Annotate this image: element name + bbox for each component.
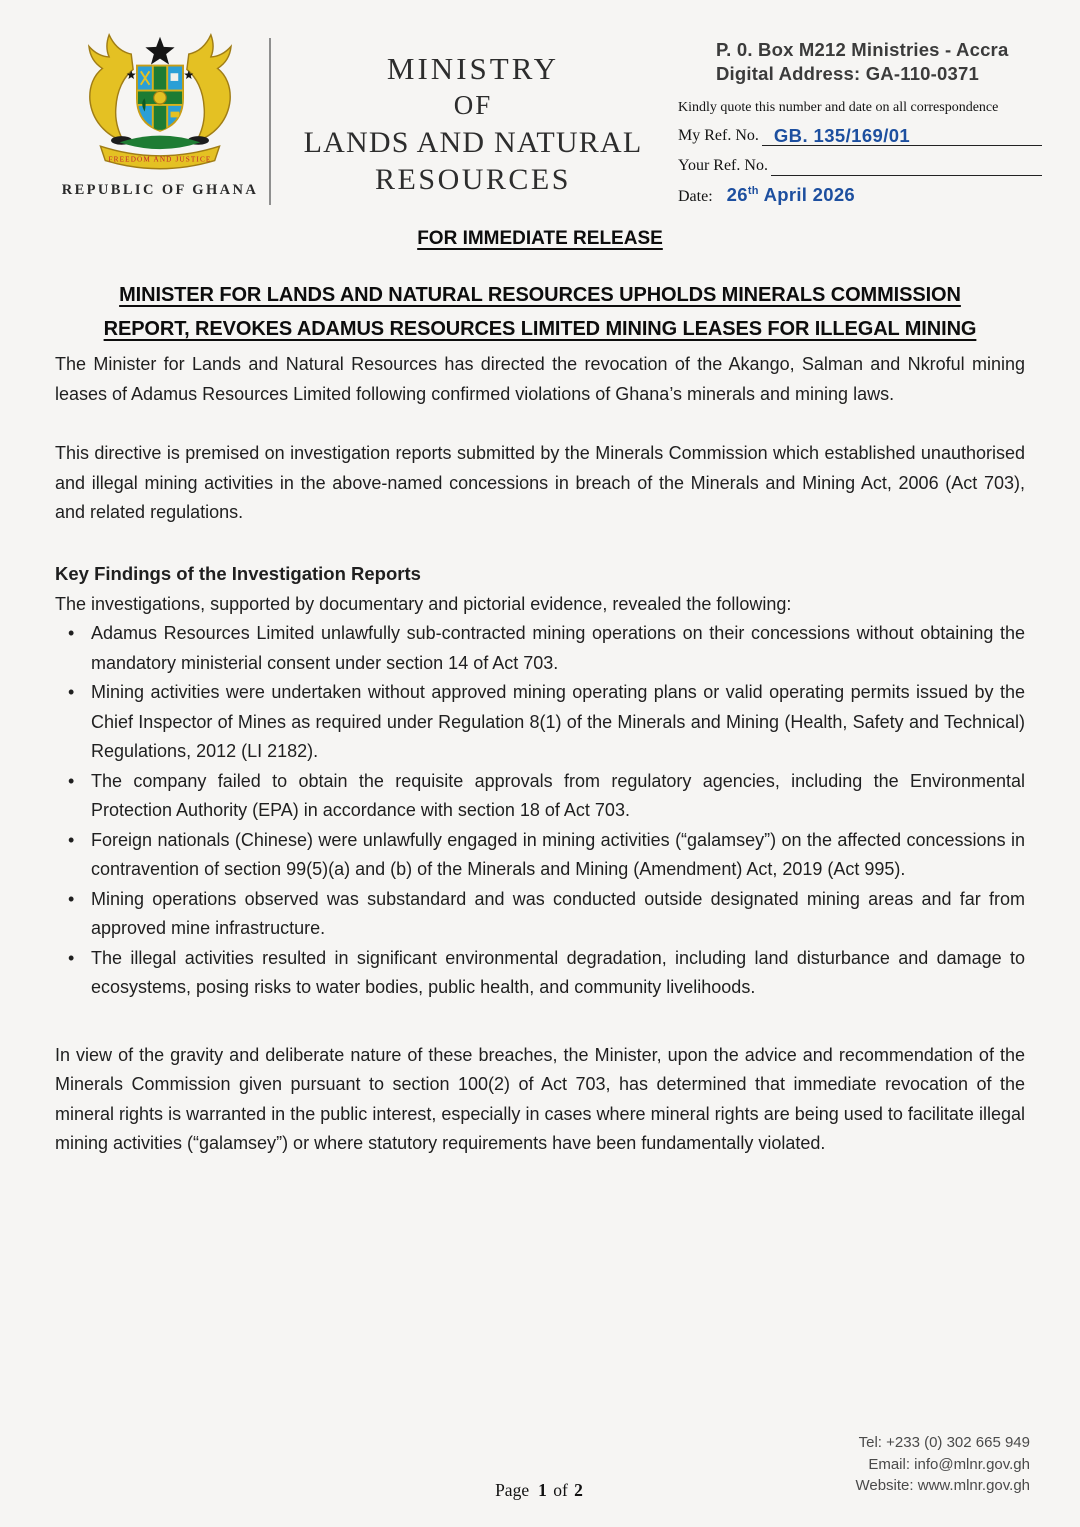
- date-value: [727, 184, 855, 205]
- quote-note: Kindly quote this number and date on all correspondence: [678, 100, 999, 115]
- your-ref-row: [678, 151, 1042, 176]
- ministry-title-line: RESOURCES: [375, 163, 571, 196]
- coat-of-arms-motto: FREEDOM AND JUSTICE: [108, 155, 212, 164]
- finding-item: • The company failed to obtain the requisite approvals from regulatory agencies, including the Environmental Protection Authority (EPA) in accordance with section 18 of Act 703.: [91, 767, 1025, 826]
- page-number-total: 2: [574, 1480, 583, 1500]
- finding-item: • Mining activities were undertaken without approved mining operating plans or valid operating permits issued by the Chief Inspector of Mines as required under Regulation 8(1) of the Minerals and Mining (Health, Safety and Technical) Regulations, 2012 (LI 2182).: [91, 678, 1025, 767]
- findings-list: [55, 619, 1025, 1003]
- footer-website: Website: www.mlnr.gov.gh: [855, 1477, 1030, 1494]
- paragraph-lead: The Minister for Lands and Natural Resources has directed the revocation of the Akango, Salman and Nkroful mining leases of Adamus Resources Limited following confirmed violations of Ghana’s minerals and mining laws.: [55, 354, 1025, 404]
- release-banner-text: FOR IMMEDIATE RELEASE: [417, 228, 663, 249]
- headline-line-2: REPORT, REVOKES ADAMUS RESOURCES LIMITED MINING LEASES FOR ILLEGAL MINING: [103, 317, 977, 340]
- release-banner: [55, 226, 1025, 252]
- finding-item: • The illegal activities resulted in significant environmental degradation, including land disturbance and damage to ecosystems, posing risks to water bodies, public health, and community livelihoods.: [91, 944, 1025, 1003]
- page-number-current: 1: [538, 1480, 547, 1500]
- key-findings-intro: The investigations, supported by documentary and pictorial evidence, revealed the following:: [55, 593, 792, 614]
- contact-block: [678, 38, 1042, 206]
- date-ordinal: th: [747, 184, 759, 197]
- finding-item: • Adamus Resources Limited unlawfully sub-contracted mining operations on their concessions without obtaining the mandatory ministerial consent under section 14 of Act 703.: [91, 619, 1025, 678]
- finding-item: • Foreign nationals (Chinese) were unlawfully engaged in mining activities (“galamsey”) on the affected concessions in contravention of section 99(5)(a) and (b) of the Minerals and Mining (Amendment) Act, 2019 (Act 995).: [91, 826, 1025, 885]
- my-ref-row: [678, 121, 1042, 146]
- page-number: [0, 1480, 1080, 1501]
- republic-of-ghana-label: REPUBLIC OF GHANA: [61, 182, 259, 198]
- date-label: Date:: [678, 188, 713, 205]
- ministry-title-line: MINISTRY: [386, 51, 560, 86]
- headline-line-1: MINISTER FOR LANDS AND NATURAL RESOURCES UPHOLDS MINERALS COMMISSION: [119, 284, 961, 306]
- coat-of-arms-block: [52, 30, 268, 199]
- po-box-line: P. 0. Box M212 Ministries - Accra: [716, 39, 1009, 60]
- date-month-year: April 2026: [758, 184, 856, 205]
- footer-email: Email: info@mlnr.gov.gh: [868, 1455, 1030, 1473]
- your-ref-underline: [771, 175, 1042, 176]
- my-ref-underline: [762, 123, 1042, 146]
- date-row: [678, 184, 1042, 206]
- headline: [55, 279, 1025, 346]
- digital-address-line: Digital Address: GA-110-0371: [716, 63, 979, 84]
- date-day: 26: [726, 184, 748, 205]
- finding-item: • Mining operations observed was substandard and was conducted outside designated mining areas and far from approved mine infrastructure.: [91, 885, 1025, 944]
- page-number-label: Page: [495, 1480, 530, 1500]
- page-number-of: of: [553, 1480, 568, 1500]
- ghana-coat-of-arms-icon: [64, 30, 256, 176]
- footer-tel: Tel: +233 (0) 302 665 949: [858, 1434, 1030, 1451]
- letterhead-divider: [269, 38, 271, 205]
- paragraph-conclusion: In view of the gravity and deliberate nature of these breaches, the Minister, upon the advice and recommendation of the Minerals Commission given pursuant to section 100(2) of Act 703, has determined that immediate revocation of the mineral rights is warranted in the public interest, especially in cases where mineral rights are being used to facilitate illegal mining activities (“galamsey”) or where statutory requirements have been fundamentally violated.: [55, 1044, 1025, 1153]
- document-body: [55, 226, 1025, 1159]
- ministry-title-line: LANDS AND NATURAL: [303, 126, 643, 159]
- my-ref-value: GB. 135/169/01: [773, 125, 911, 146]
- your-ref-label: Your Ref. No.: [678, 157, 768, 174]
- paragraph-directive: This directive is premised on investigation reports submitted by the Minerals Commission which established unauthorised and illegal mining activities in the above-named concessions in breach of the Minerals and Mining Act, 2006 (Act 703), and related regulations.: [55, 443, 1025, 522]
- ministry-title-line: OF: [453, 90, 493, 120]
- key-findings-heading: Key Findings of the Investigation Reports: [55, 562, 421, 584]
- my-ref-label: My Ref. No.: [678, 127, 759, 144]
- ministry-title: [282, 50, 664, 198]
